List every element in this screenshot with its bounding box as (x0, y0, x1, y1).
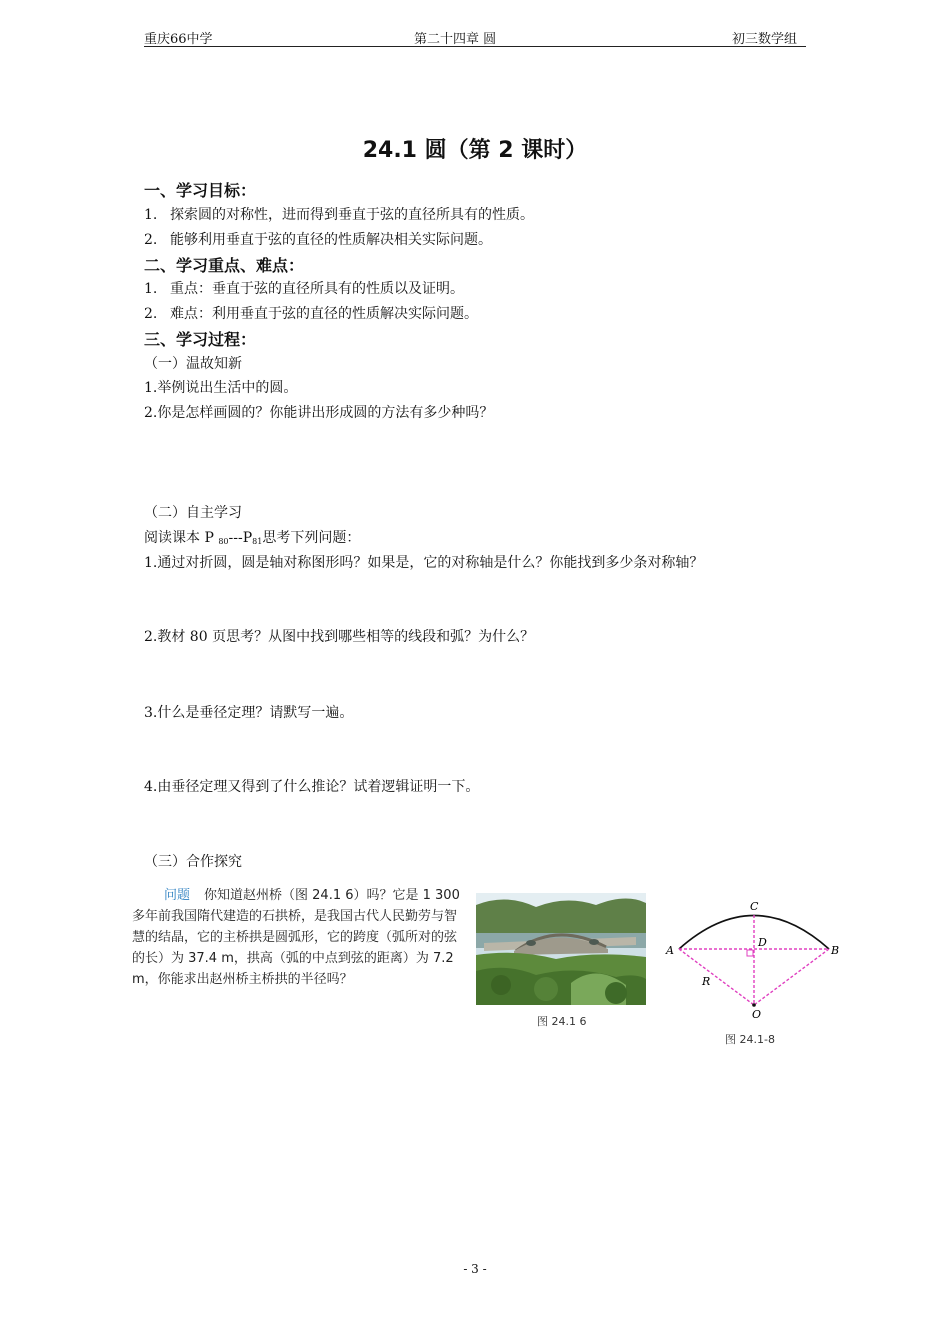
header-chapter: 第二十四章 圆 (414, 32, 497, 47)
label-o: O (752, 1008, 762, 1021)
part2-question-1: 1.通过对折圆，圆是轴对称图形吗？如果是，它的对称轴是什么？你能找到多少条对称轴？ (144, 555, 704, 571)
keypoint-item-text: 重点：垂直于弦的直径所具有的性质以及证明。 (170, 281, 464, 297)
part2-intro-c: 思考下列问题： (262, 530, 361, 546)
page-sub-2: 81 (252, 537, 263, 546)
part2-question-3: 3.什么是垂径定理？请默写一遍。 (144, 705, 354, 721)
problem-label: 问题 (164, 888, 191, 903)
part2-intro-a: 阅读课本 P (144, 530, 219, 546)
goal-item (144, 204, 534, 224)
page-number: - 3 - (463, 1262, 487, 1276)
goal-item-num: 1. (144, 207, 158, 223)
section-process-heading: 三、学习过程： (144, 330, 257, 349)
label-r: R (702, 975, 711, 988)
diagram-caption: 图 24.1-8 (725, 1033, 775, 1046)
header-school: 重庆66中学 (144, 32, 213, 47)
label-a: A (666, 944, 674, 957)
part2-question-4: 4.由垂径定理又得到了什么推论？试着逻辑证明一下。 (144, 779, 480, 795)
goal-item (144, 229, 492, 249)
page-sub-1: 80 (218, 537, 229, 546)
part1-question-2: 2.你是怎样画圆的？你能讲出形成圆的方法有多少种吗？ (144, 405, 494, 421)
goal-item-text: 探索圆的对称性，进而得到垂直于弦的直径所具有的性质。 (170, 207, 534, 223)
keypoint-item (144, 303, 478, 323)
goal-item-text: 能够利用垂直于弦的直径的性质解决相关实际问题。 (170, 232, 492, 248)
radius-oa (679, 949, 754, 1005)
part3-title: （三）合作探究 (144, 854, 242, 870)
part1-question-1: 1.举例说出生活中的圆。 (144, 380, 298, 396)
keypoint-item (144, 278, 464, 298)
right-angle-mark (747, 950, 753, 956)
goal-item-num: 2. (144, 232, 158, 248)
problem-text: 你知道赵州桥（图 24.1 6）吗？它是 1 300多年前我国隋代建造的石拱桥，是我国古代人民勤劳与智慧的结晶，它的主桥拱是圆弧形，它的跨度（弧所对的弦的长）为 37.4 m，拱高（弧的中点到弦的距离）为 7.2 m，你能求出赵州桥主桥拱的半径吗？ (132, 888, 460, 987)
keypoint-item-num: 1. (144, 281, 158, 297)
section-keypoints-heading: 二、学习重点、难点： (144, 256, 305, 275)
header-group: 初三数学组 (732, 32, 798, 47)
part2-question-2: 2.教材 80 页思考？从图中找到哪些相等的线段和弧？为什么？ (144, 629, 535, 645)
part2-title: （二）自主学习 (144, 505, 242, 521)
zhaozhou-bridge-photo (476, 893, 646, 1005)
radius-ob (754, 949, 829, 1005)
problem-block (132, 885, 467, 990)
arch-circle-diagram (660, 895, 850, 1025)
header-rule (144, 46, 806, 47)
part1-title: （一）温故知新 (144, 356, 242, 372)
photo-caption: 图 24.1 6 (537, 1015, 587, 1028)
part2-intro-b: ---P (228, 530, 253, 546)
center-point (752, 1003, 756, 1007)
label-b: B (831, 944, 840, 957)
label-d: D (758, 936, 767, 949)
label-c: C (750, 900, 759, 913)
keypoint-item-num: 2. (144, 306, 158, 322)
keypoint-item-text: 难点：利用垂直于弦的直径的性质解决实际问题。 (170, 306, 478, 322)
page-title: 24.1 圆（第 2 课时） (362, 138, 588, 163)
part2-intro (144, 527, 360, 547)
section-goals-heading: 一、学习目标： (144, 181, 257, 200)
